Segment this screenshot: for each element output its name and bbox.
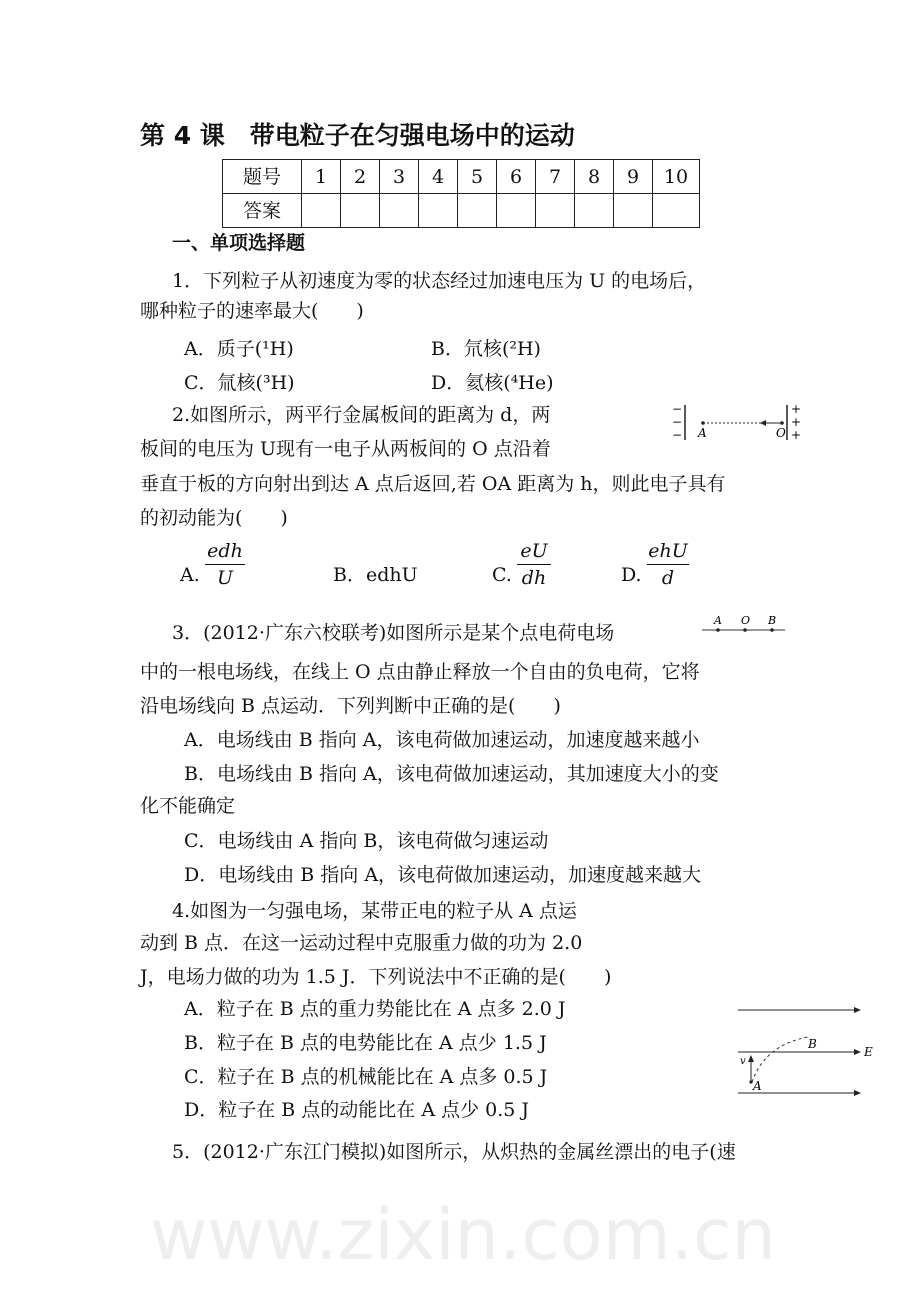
fig-label-o: O <box>776 426 786 440</box>
q4-text: 4.如图为一匀强电场，某带正电的粒子从 A 点运 <box>172 900 577 922</box>
answer-cell[interactable] <box>302 194 341 228</box>
q3-figure <box>700 612 790 637</box>
numerator: ehU <box>648 540 688 562</box>
q2-option-d-fraction <box>647 540 689 589</box>
fig-label-b: B <box>768 614 777 627</box>
q4-text: 动到 B 点．在这一运动过程中克服重力做的功为 2.0 <box>140 932 583 954</box>
table-cell: 7 <box>536 160 575 194</box>
answer-cell[interactable] <box>575 194 614 228</box>
table-cell: 2 <box>341 160 380 194</box>
table-cell: 1 <box>302 160 341 194</box>
q1-option-b: B．氘核(²H) <box>431 338 541 360</box>
page-title: 第 4 课 带电粒子在匀强电场中的运动 <box>140 121 575 150</box>
svg-text:+: + <box>791 415 802 429</box>
q3-text: 3．(2012·广东六校联考)如图所示是某个点电荷电场 <box>172 622 615 644</box>
q3-text: 中的一根电场线，在线上 O 点由静止释放一个自由的负电荷，它将 <box>140 661 700 683</box>
svg-text:−: − <box>672 402 683 416</box>
q3-text: 沿电场线向 B 点运动．下列判断中正确的是( ) <box>140 695 561 717</box>
answer-cell[interactable] <box>419 194 458 228</box>
answer-cell[interactable] <box>380 194 419 228</box>
q4-option-b: B．粒子在 B 点的电势能比在 A 点少 1.5 J <box>184 1032 547 1054</box>
q2-option-a-label: A. <box>180 564 200 586</box>
header-label: 题号 <box>223 160 302 194</box>
q3-option-a: A．电场线由 B 指向 A，该电荷做加速运动，加速度越来越小 <box>184 729 700 751</box>
table-cell: 9 <box>614 160 653 194</box>
fig-label-o: O <box>741 614 751 627</box>
svg-text:+: + <box>791 402 802 416</box>
q2-option-c-fraction <box>517 540 551 589</box>
answer-cell[interactable] <box>497 194 536 228</box>
table-cell: 5 <box>458 160 497 194</box>
answer-cell[interactable] <box>458 194 497 228</box>
table-cell: 4 <box>419 160 458 194</box>
table-cell: 10 <box>653 160 700 194</box>
q2-option-a-fraction <box>205 540 245 589</box>
denominator: dh <box>521 567 547 589</box>
answer-label: 答案 <box>223 194 302 228</box>
q2-option-c-label: C. <box>492 564 512 586</box>
answer-cell[interactable] <box>653 194 700 228</box>
q4-text: J，电场力做的功为 1.5 J．下列说法中不正确的是( ) <box>140 966 612 988</box>
q3-option-d: D．电场线由 B 指向 A，该电荷做加速运动，加速度越来越大 <box>184 864 702 886</box>
q1-text: 1．下列粒子从初速度为零的状态经过加速电压为 U 的电场后， <box>172 270 707 292</box>
numerator: eU <box>520 540 548 562</box>
q1-text: 哪种粒子的速率最大( ) <box>140 300 364 322</box>
q3-option-b-cont: 化不能确定 <box>140 795 236 817</box>
answer-cell[interactable] <box>614 194 653 228</box>
fig-label-e: E <box>864 1045 873 1059</box>
q4-option-c: C．粒子在 B 点的机械能比在 A 点多 0.5 J <box>184 1066 548 1088</box>
numerator: edh <box>207 540 243 562</box>
fig-label-b: B <box>808 1037 817 1051</box>
watermark: www.zixin.com.cn <box>150 1194 776 1276</box>
fig-label-a: A <box>698 426 707 440</box>
q2-text: 垂直于板的方向射出到达 A 点后返回,若 OA 距离为 h，则此电子具有 <box>140 473 726 495</box>
table-row <box>223 194 700 228</box>
q4-option-d: D．粒子在 B 点的动能比在 A 点少 0.5 J <box>184 1099 529 1121</box>
svg-text:−: − <box>672 428 683 442</box>
q2-option-d-label: D. <box>621 564 642 586</box>
answer-table <box>222 159 700 228</box>
table-cell: 6 <box>497 160 536 194</box>
answer-cell[interactable] <box>536 194 575 228</box>
table-cell: 3 <box>380 160 419 194</box>
q1-option-c: C．氚核(³H) <box>184 372 295 394</box>
q1-option-a: A．质子(¹H) <box>184 338 294 360</box>
q5-text: 5．(2012·广东江门模拟)如图所示，从炽热的金属丝漂出的电子(速 <box>172 1141 736 1163</box>
q4-option-a: A．粒子在 B 点的重力势能比在 A 点多 2.0 J <box>184 998 566 1020</box>
fig-label-v: v <box>740 1056 746 1067</box>
q3-option-b: B．电场线由 B 指向 A，该电荷做加速运动，其加速度大小的变 <box>184 763 719 785</box>
denominator: U <box>216 567 233 589</box>
q3-option-c: C．电场线由 A 指向 B，该电荷做匀速运动 <box>184 830 549 852</box>
section-heading: 一、单项选择题 <box>172 232 306 254</box>
q2-option-b: B．edhU <box>333 564 418 586</box>
q2-text: 的初动能为( ) <box>140 507 288 529</box>
q4-figure <box>720 990 895 1110</box>
svg-text:−: − <box>672 415 683 429</box>
table-cell: 8 <box>575 160 614 194</box>
table-row <box>223 160 700 194</box>
answer-cell[interactable] <box>341 194 380 228</box>
q2-text: 2.如图所示，两平行金属板间的距离为 d，两 <box>172 404 551 426</box>
q2-figure <box>660 400 810 445</box>
q2-text: 板间的电压为 U现有一电子从两板间的 O 点沿着 <box>140 438 551 460</box>
q1-option-d: D．氦核(⁴He) <box>431 372 554 394</box>
fig-label-a: A <box>714 614 722 627</box>
denominator: d <box>661 567 675 589</box>
fig-label-a: A <box>753 1079 762 1093</box>
svg-text:+: + <box>791 428 802 442</box>
